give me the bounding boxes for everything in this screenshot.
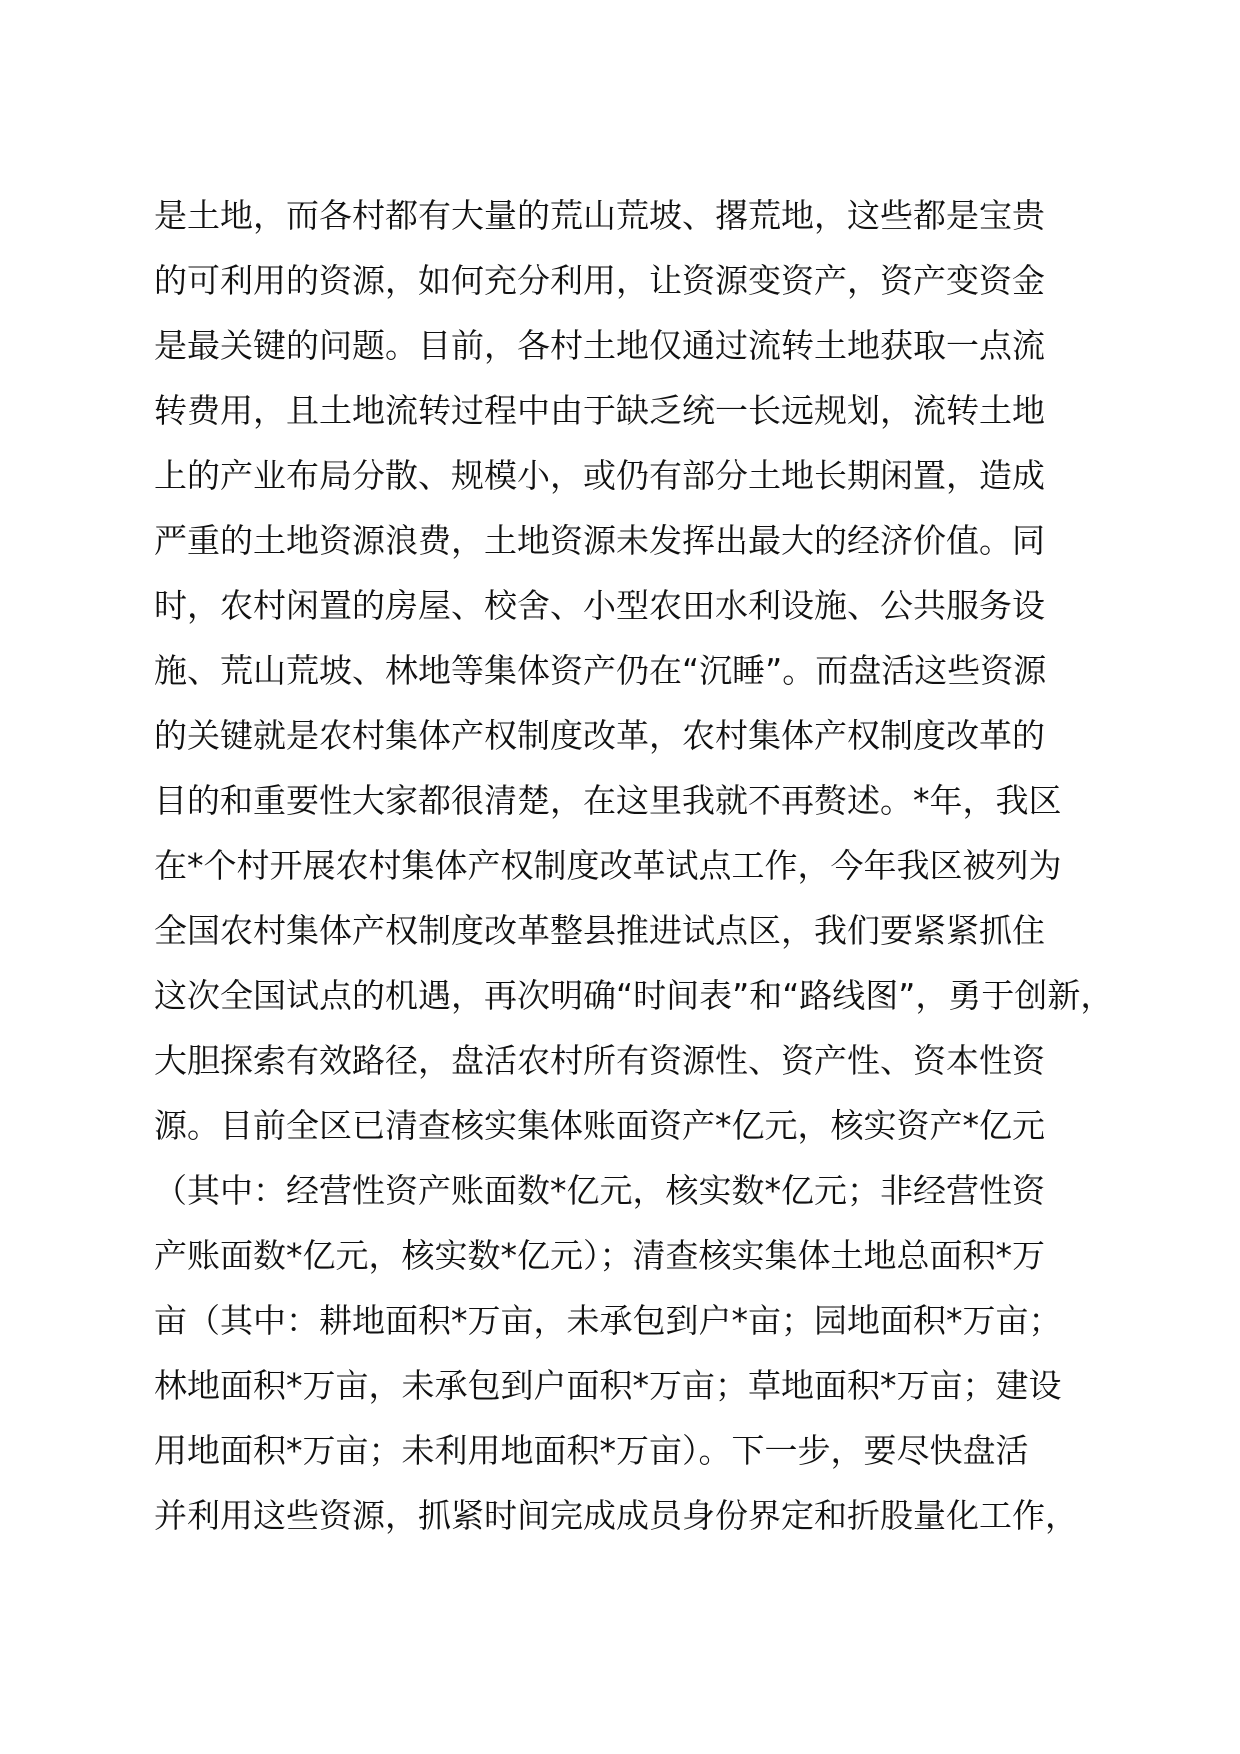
text-line: 林地面积*万亩，未承包到户面积*万亩；草地面积*万亩；建设 [154,1366,1062,1405]
text-line: 的关键就是农村集体产权制度改革，农村集体产权制度改革的 [154,716,1045,755]
text-line: 并利用这些资源，抓紧时间完成成员身份界定和折股量化工作， [154,1496,1078,1535]
text-line: 时，农村闲置的房屋、校舍、小型农田水利设施、公共服务设 [154,586,1045,625]
text-line: 产账面数*亿元，核实数*亿元）；清查核实集体土地总面积*万 [154,1236,1045,1275]
text-line: 的可利用的资源，如何充分利用，让资源变资产，资产变资金 [154,261,1045,300]
text-line: 亩（其中：耕地面积*万亩，未承包到户*亩；园地面积*万亩； [154,1301,1062,1340]
body-text [154,183,1114,1548]
text-line: 是最关键的问题。目前，各村土地仅通过流转土地获取一点流 [154,326,1045,365]
text-line: 这次全国试点的机遇，再次明确“时间表”和“路线图”，勇于创新， [154,976,1114,1015]
text-line: 上的产业布局分散、规模小，或仍有部分土地长期闲置，造成 [154,456,1045,495]
text-line: 是土地，而各村都有大量的荒山荒坡、撂荒地，这些都是宝贵 [154,196,1045,235]
text-line: （其中：经营性资产账面数*亿元，核实数*亿元；非经营性资 [154,1171,1045,1210]
text-line: 严重的土地资源浪费，土地资源未发挥出最大的经济价值。同 [154,521,1045,560]
text-line: 大胆探索有效路径，盘活农村所有资源性、资产性、资本性资 [154,1041,1045,1080]
text-line: 在*个村开展农村集体产权制度改革试点工作，今年我区被列为 [154,846,1062,885]
text-line: 施、荒山荒坡、林地等集体资产仍在“沉睡”。而盘活这些资源 [154,651,1047,690]
text-line: 全国农村集体产权制度改革整县推进试点区，我们要紧紧抓住 [154,911,1045,950]
text-line: 用地面积*万亩；未利用地面积*万亩）。下一步，要尽快盘活 [154,1431,1029,1470]
text-line: 目的和重要性大家都很清楚，在这里我就不再赘述。*年，我区 [154,781,1062,820]
text-line: 转费用，且土地流转过程中由于缺乏统一长远规划，流转土地 [154,391,1045,430]
text-line: 源。目前全区已清查核实集体账面资产*亿元，核实资产*亿元 [154,1106,1045,1145]
